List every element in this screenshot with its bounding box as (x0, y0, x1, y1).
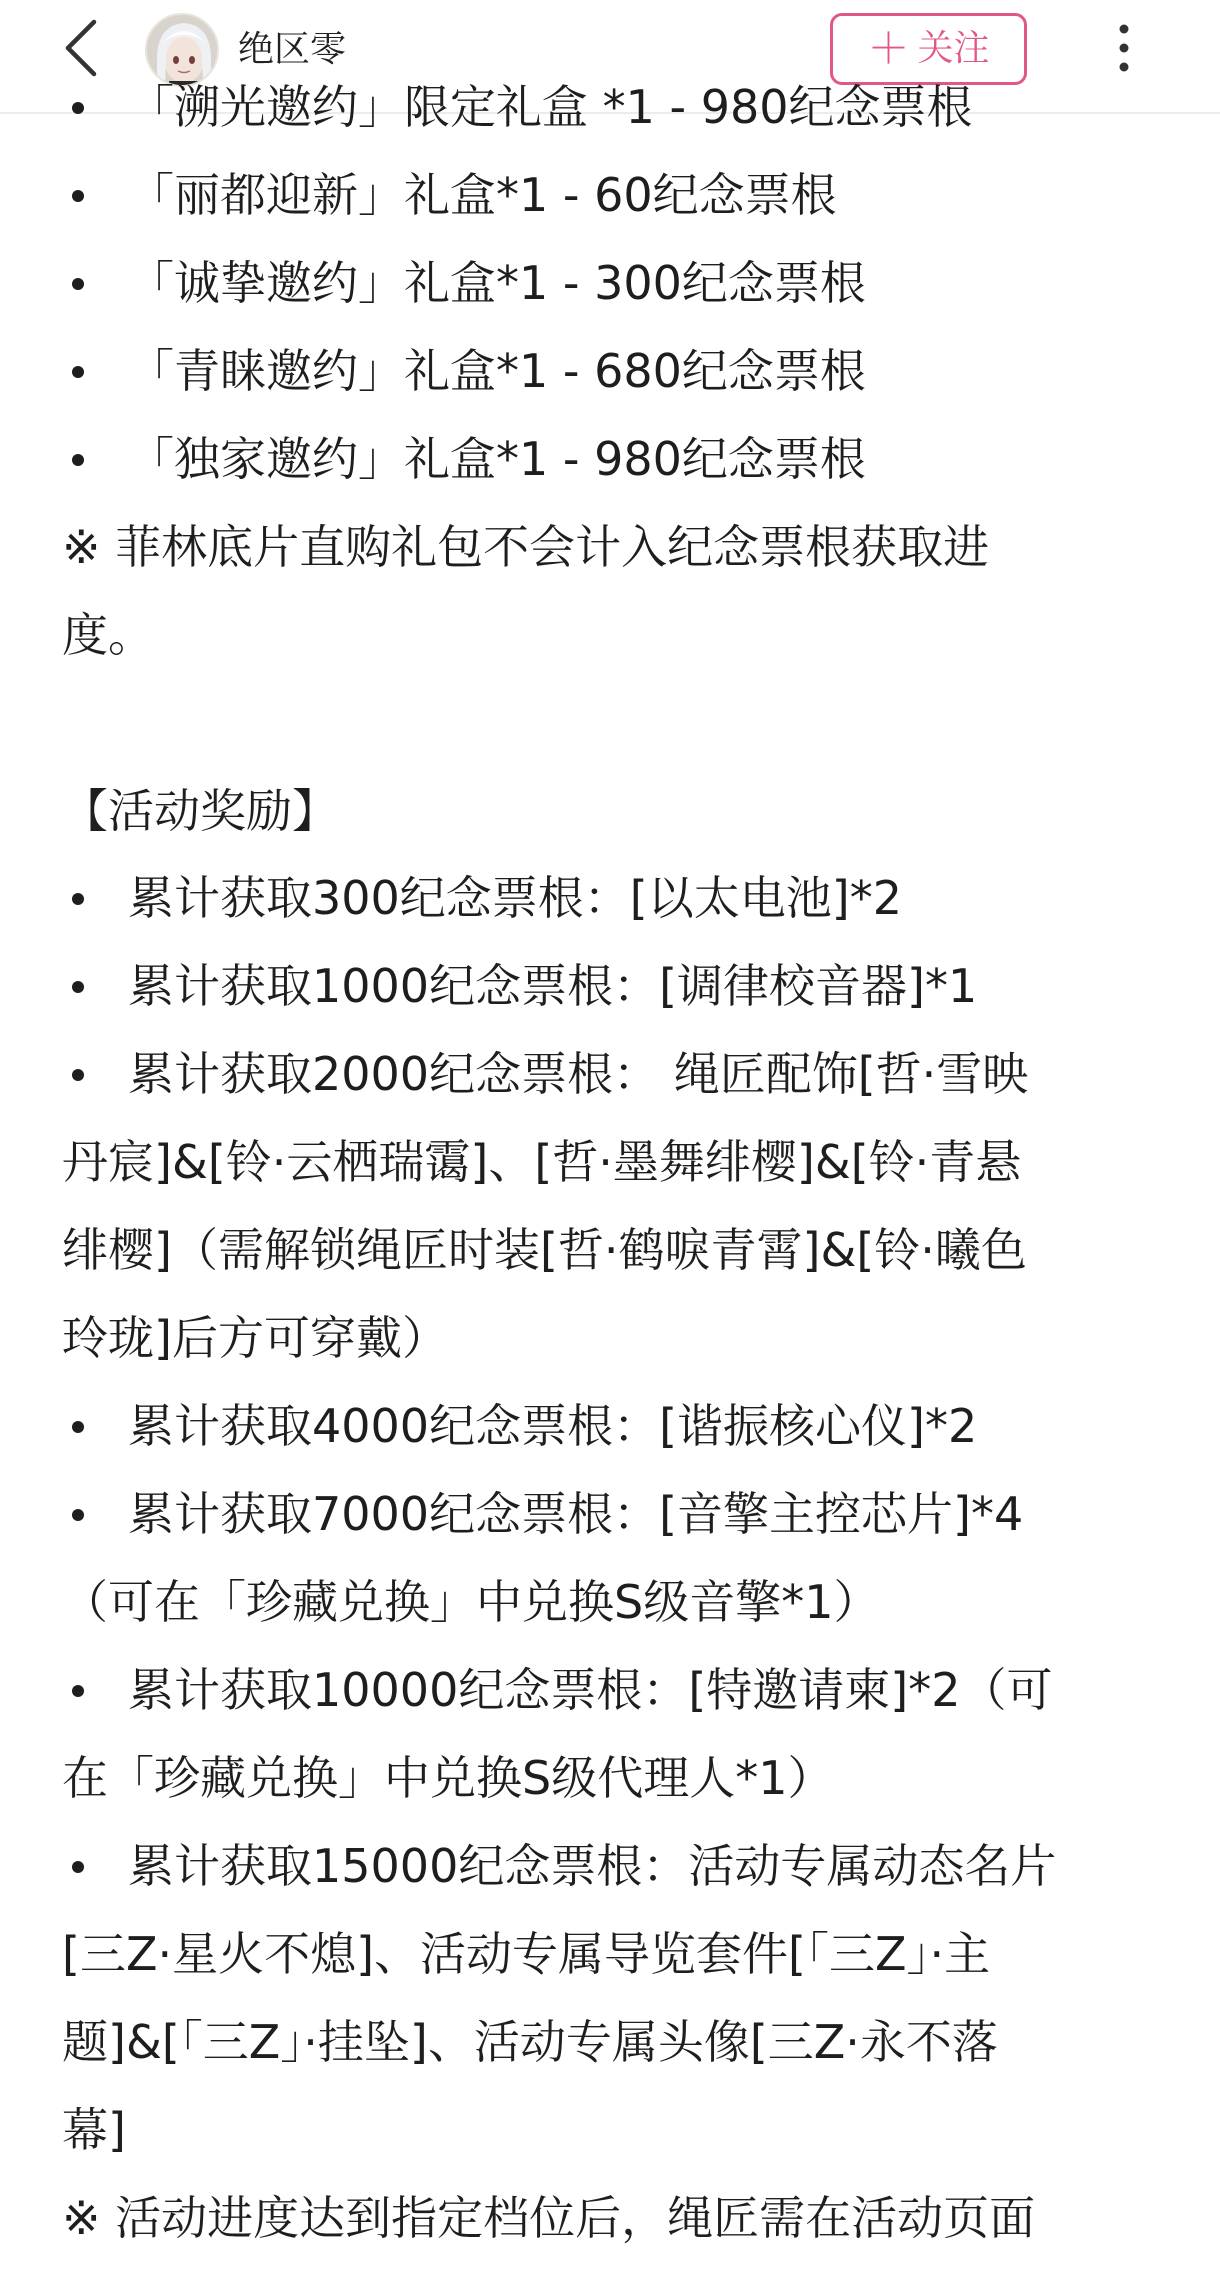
line-text: 累计获取7000纪念票根：[音擎主控芯片]*4 (128, 1487, 1024, 1541)
more-button[interactable] (1098, 18, 1150, 82)
username[interactable]: 绝区零 (238, 29, 347, 70)
paragraph-line (62, 1220, 1027, 1280)
line-text: 题]&[「三Z」·挂坠]、活动专属头像[三Z·永不落 (62, 2015, 998, 2069)
line-text: 累计获取1000纪念票根：[调律校音器]*1 (128, 959, 978, 1013)
bullet-icon (62, 253, 128, 313)
list-item (62, 77, 973, 137)
line-text: 「丽都迎新」礼盒*1 - 60纪念票根 (128, 168, 837, 222)
paragraph-line (62, 1924, 990, 1984)
list-item (62, 253, 866, 313)
bullet-icon (62, 341, 128, 401)
line-text: 在「珍藏兑换」中兑换S级代理人*1） (62, 1751, 834, 1805)
avatar[interactable] (145, 13, 219, 87)
line-text: 累计获取15000纪念票根：活动专属动态名片 (128, 1839, 1057, 1893)
line-text: 【活动奖励】 (62, 784, 338, 838)
paragraph-line (62, 517, 989, 577)
plus-icon: ＋ (867, 24, 910, 73)
line-text: 玲珑]后方可穿戴） (62, 1311, 448, 1365)
list-item (62, 1484, 1023, 1544)
line-text: 「青睐邀约」礼盒*1 - 680纪念票根 (128, 344, 866, 398)
back-arrow-icon (62, 18, 102, 82)
line-text: 「独家邀约」礼盒*1 - 980纪念票根 (128, 432, 866, 486)
paragraph-line (62, 1132, 1021, 1192)
bullet-icon (62, 1044, 128, 1104)
list-item (62, 868, 902, 928)
bullet-icon (62, 1660, 128, 1720)
line-text: 度。 (62, 608, 154, 662)
list-item (62, 1396, 977, 1456)
paragraph-line (62, 1572, 879, 1632)
bullet-icon (62, 1836, 128, 1896)
paragraph-line (62, 781, 338, 841)
line-text: 累计获取2000纪念票根： 绳匠配饰[哲·雪映 (128, 1047, 1029, 1101)
paragraph-line (62, 2188, 1035, 2248)
line-text: 幕] (62, 2103, 126, 2157)
bullet-icon (62, 429, 128, 489)
list-item (62, 1660, 1053, 1720)
list-item (62, 1836, 1056, 1896)
paragraph-line (62, 605, 154, 665)
line-text: [三Z·星火不熄]、活动专属导览套件[「三Z」·主 (62, 1927, 991, 1981)
line-text: ※ 菲林底片直购礼包不会计入纪念票根获取进 (62, 520, 990, 574)
bullet-icon (62, 956, 128, 1016)
paragraph-line (62, 2012, 998, 2072)
list-item (62, 1044, 1028, 1104)
bullet-icon (62, 77, 128, 137)
line-text: （可在「珍藏兑换」中兑换S级音擎*1） (62, 1575, 880, 1629)
follow-label: 关注 (917, 28, 990, 69)
bullet-icon (62, 1484, 128, 1544)
paragraph-line (62, 1308, 448, 1368)
list-item (62, 341, 866, 401)
more-vertical-icon (1117, 23, 1131, 77)
list-item (62, 165, 837, 225)
bullet-icon (62, 868, 128, 928)
line-text: ※ 活动进度达到指定档位后，绳匠需在活动页面 (62, 2191, 1036, 2245)
paragraph-line (62, 2100, 126, 2160)
line-text: 「溯光邀约」限定礼盒 *1 - 980纪念票根 (128, 80, 973, 134)
line-text: 累计获取4000纪念票根：[谐振核心仪]*2 (128, 1399, 978, 1453)
follow-button[interactable] (830, 13, 1027, 85)
line-text: 丹宸]&[铃·云栖瑞霭]、[哲·墨舞绯樱]&[铃·青悬 (62, 1135, 1022, 1189)
line-text: 累计获取300纪念票根：[以太电池]*2 (128, 871, 902, 925)
list-item (62, 429, 866, 489)
line-text: 绯樱]（需解锁绳匠时装[哲·鹤唳青霄]&[铃·曦色 (62, 1223, 1027, 1277)
bullet-icon (62, 165, 128, 225)
bullet-icon (62, 1396, 128, 1456)
paragraph-line (62, 1748, 833, 1808)
line-text: 「诚挚邀约」礼盒*1 - 300纪念票根 (128, 256, 866, 310)
list-item (62, 956, 977, 1016)
line-text: 累计获取10000纪念票根：[特邀请柬]*2（可 (128, 1663, 1053, 1717)
